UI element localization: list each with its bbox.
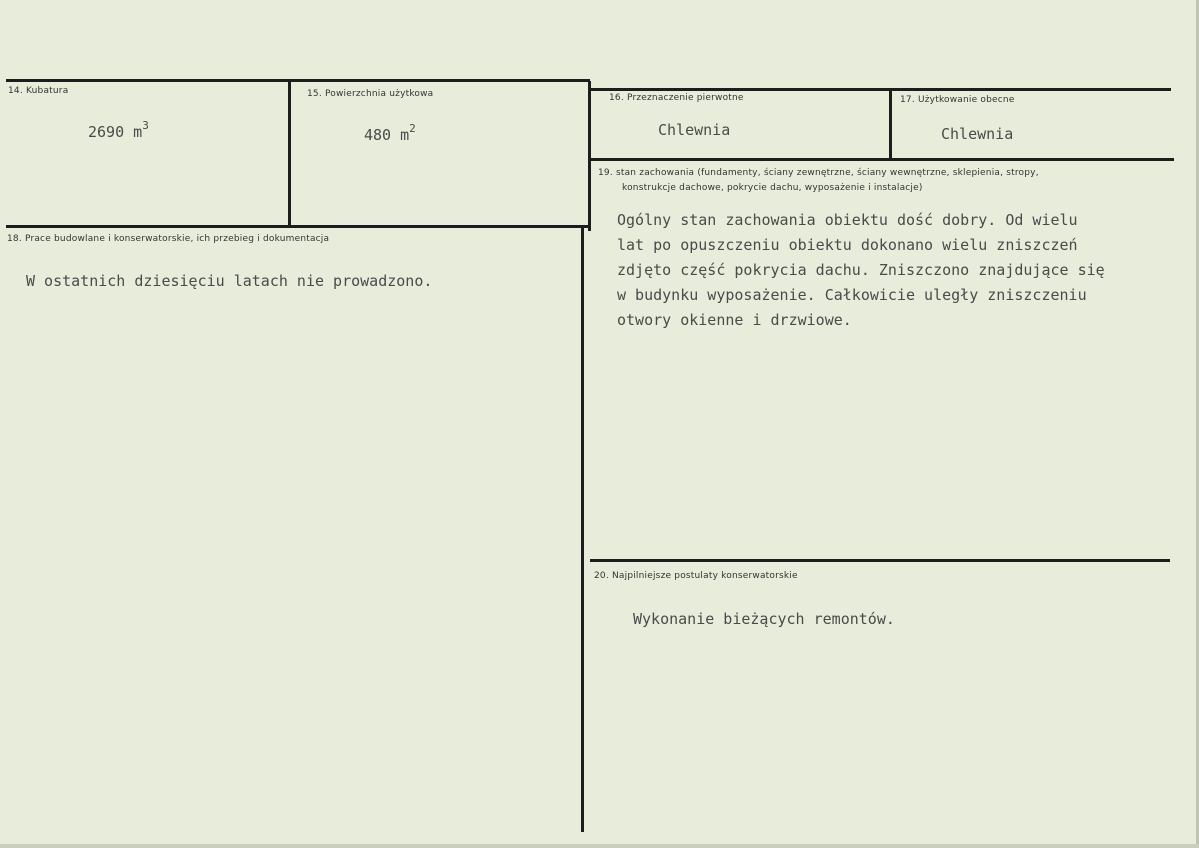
- divider-14-15: [288, 81, 291, 225]
- field-20-value: Wykonanie bieżących remontów.: [633, 610, 895, 628]
- field-18-value: W ostatnich dziesięciu latach nie prowadzono.: [26, 272, 433, 290]
- condition-line: lat po opuszczeniu obiektu dokonano wielu zniszczeń: [617, 236, 1078, 254]
- rule-above-20: [590, 559, 1170, 562]
- field-19-label-line2: konstrukcje dachowe, pokrycie dachu, wyposażenie i instalacje): [622, 183, 923, 193]
- condition-line: otwory okienne i drzwiowe.: [617, 311, 852, 329]
- condition-line: w budynku wyposażenie. Całkowicie uległy zniszczeniu: [617, 286, 1087, 304]
- field-15-label: 15. Powierzchnia użytkowa: [307, 89, 434, 99]
- kubatura-unit-exponent: 3: [142, 119, 149, 132]
- field-16-label: 16. Przeznaczenie pierwotne: [609, 93, 744, 103]
- field-14-value: [88, 121, 149, 141]
- top-rule-left: [6, 79, 590, 82]
- field-19-text: [617, 208, 1105, 333]
- field-19-label-line1: 19. stan zachowania (fundamenty, ściany zewnętrzne, ściany wewnętrzne, sklepienia, stropy,: [598, 168, 1039, 178]
- area-unit-exponent: 2: [409, 122, 416, 135]
- field-17-value: Chlewnia: [941, 125, 1014, 143]
- field-17-label: 17. Użytkowanie obecne: [900, 95, 1015, 105]
- main-column-divider: [581, 228, 584, 832]
- divider-15-16: [588, 81, 591, 231]
- condition-line: Ogólny stan zachowania obiektu dość dobry. Od wielu: [617, 211, 1078, 229]
- divider-16-17: [889, 90, 892, 158]
- top-rule-right: [590, 88, 1171, 91]
- field-20-label: 20. Najpilniejsze postulaty konserwatorskie: [594, 571, 798, 581]
- field-16-value: Chlewnia: [658, 121, 731, 139]
- card-edge-bottom: [0, 844, 1199, 848]
- kubatura-value: 2690 m: [88, 123, 143, 141]
- condition-line: zdjęto część pokrycia dachu. Zniszczono znajdujące się: [617, 261, 1105, 279]
- field-18-label: 18. Prace budowlane i konserwatorskie, ich przebieg i dokumentacja: [7, 234, 330, 244]
- area-value: 480 m: [364, 126, 410, 144]
- field-14-label: 14. Kubatura: [8, 86, 69, 96]
- rule-under-16-17: [590, 158, 1174, 161]
- rule-under-14-15: [6, 225, 588, 228]
- field-15-value: [364, 124, 416, 144]
